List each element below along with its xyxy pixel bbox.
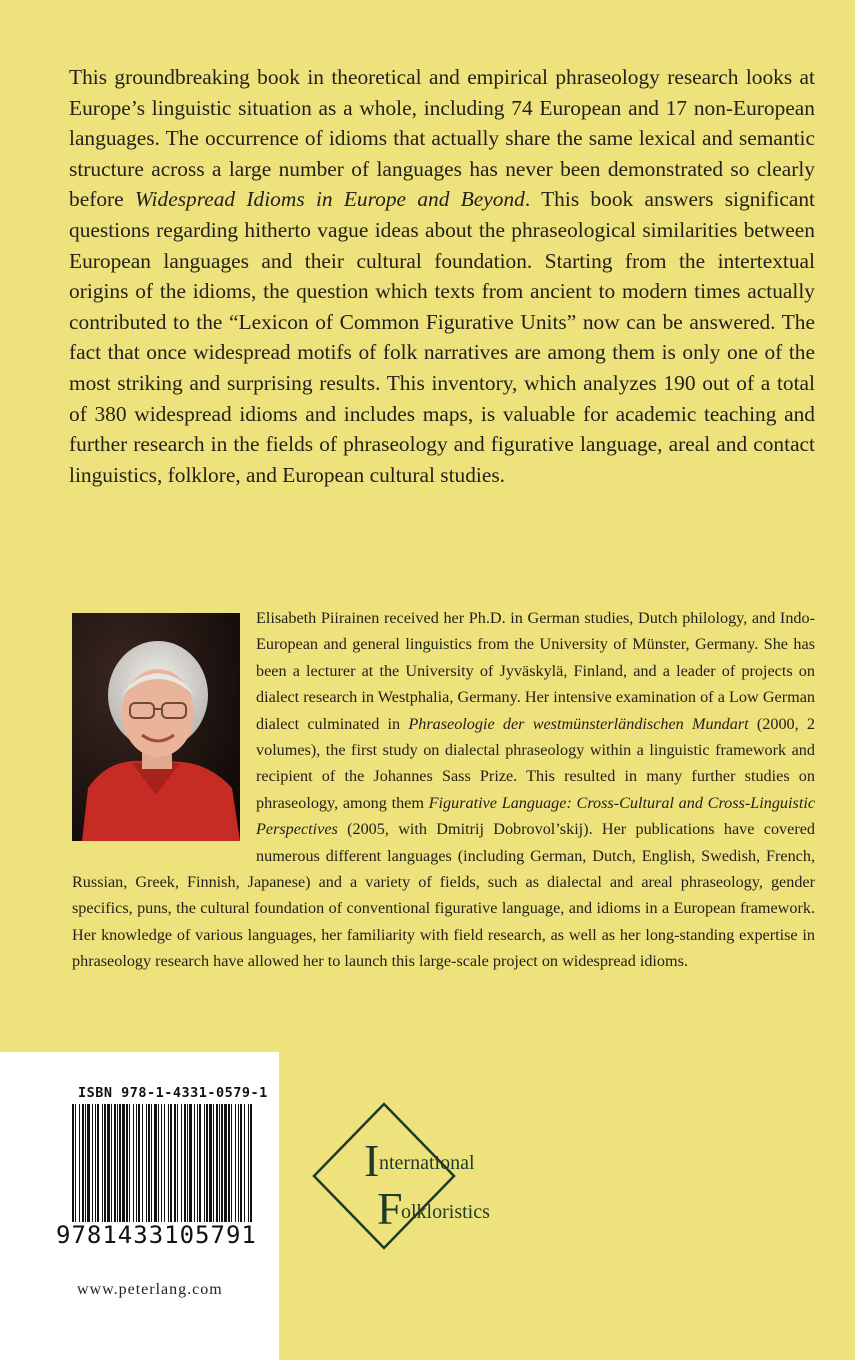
barcode-bar	[164, 1104, 165, 1222]
barcode-bar	[250, 1104, 252, 1222]
barcode-number: 9781433105791	[56, 1221, 257, 1249]
barcode-bar	[102, 1104, 103, 1222]
barcode-bar	[148, 1104, 150, 1222]
barcode-bar	[122, 1104, 125, 1222]
barcode-bar	[206, 1104, 208, 1222]
author-bio-text-3: (2005, with Dmitrij Dobrovol’skij). Her publications have covered numerous different languages (including German, Dutch, English, Swedish, French, Russian, Greek, Finnish, Japanese) and a variety of fields, such as dialectal and areal phraseology, gender specifics, puns, the cultural foundation of conventional figurative language, and idioms in a European framework. Her knowledge of various languages, her familiarity with field research, as well as her long-standing expertise in phraseology research have allowed her to launch this large-scale project on widespread idioms.	[72, 820, 815, 971]
barcode-bar	[221, 1104, 223, 1222]
barcode-bar	[197, 1104, 198, 1222]
barcode-bar	[199, 1104, 201, 1222]
barcode-bar	[170, 1104, 172, 1222]
barcode-bar	[85, 1104, 86, 1222]
barcode-bar	[248, 1104, 249, 1222]
author-book-title-1: Phraseologie der westmünsterländischen Mundart	[408, 714, 749, 733]
barcode-bar	[174, 1104, 176, 1222]
barcode-bar	[75, 1104, 76, 1222]
barcode-bar	[151, 1104, 152, 1222]
barcode-bar	[97, 1104, 99, 1222]
logo-initial-f: F	[377, 1183, 403, 1234]
author-photo	[72, 613, 240, 841]
barcode-bar	[189, 1104, 192, 1222]
barcode-bar	[79, 1104, 80, 1222]
barcode-bar	[138, 1104, 140, 1222]
barcode-bar	[111, 1104, 112, 1222]
barcode-bar	[82, 1104, 84, 1222]
barcode-bar	[177, 1104, 178, 1222]
author-bio-text-2: (2000, 2 volumes), the first study on dialectal phraseology within a linguistic framework and recipient of the Johannes Sass Prize. This resulted in many further studies on phraseology, among them	[256, 714, 816, 812]
barcode-bar	[146, 1104, 147, 1222]
barcode-bar	[72, 1104, 74, 1222]
barcode-bar	[168, 1104, 169, 1222]
barcode-bar	[219, 1104, 220, 1222]
barcode	[72, 1104, 254, 1224]
series-logo	[312, 1102, 502, 1252]
book-title-italic: Widespread Idioms in Europe and Beyond	[134, 187, 525, 212]
barcode-bar	[244, 1104, 245, 1222]
barcode-bar	[231, 1104, 232, 1222]
barcode-bar	[181, 1104, 182, 1222]
barcode-bar	[238, 1104, 239, 1222]
barcode-bar	[184, 1104, 186, 1222]
barcode-bar	[92, 1104, 93, 1222]
barcode-bar	[107, 1104, 110, 1222]
author-bio-text-1: Elisabeth Piirainen received her Ph.D. in German studies, Dutch philology, and Indo-European and general linguistics from the University of Münster, Germany. She has been a lecturer at the University of Jyväskylä, Finland, and a leader of projects on dialect research in Westphalia, Germany. Her intensive examination of a Low German dialect culminated in	[256, 609, 815, 733]
description-text-2: . This book answers significant questions regarding hitherto vague ideas about the phraseological similarities between European languages and their cultural foundation. Starting from the intertextual origins of the idioms, the question which texts from ancient to modern times actually contributed to the “Lexicon of Common Figurative Units” now can be answered. The fact that once widespread motifs of folk narratives are among them is only one of the most striking and surprising results. This inventory, which analyzes 190 out of a total of 380 widespread idioms and includes maps, is valuable for academic teaching and further research in the fields of phraseology and figurative language, areal and contact linguistics, folklore, and European cultural studies.	[69, 187, 815, 487]
barcode-bar	[235, 1104, 236, 1222]
isbn-label: ISBN 978-1-4331-0579-1	[78, 1085, 268, 1101]
barcode-bar	[114, 1104, 116, 1222]
book-description	[69, 62, 815, 490]
barcode-bar	[194, 1104, 195, 1222]
barcode-bar	[161, 1104, 162, 1222]
barcode-bar	[224, 1104, 227, 1222]
logo-initial-i: I	[364, 1135, 380, 1186]
barcode-bar	[119, 1104, 121, 1222]
barcode-bar	[126, 1104, 128, 1222]
barcode-bar	[213, 1104, 214, 1222]
barcode-bar	[95, 1104, 96, 1222]
barcode-bar	[136, 1104, 137, 1222]
barcode-bar	[187, 1104, 188, 1222]
logo-word-international: nternational	[379, 1152, 475, 1174]
barcode-bar	[158, 1104, 159, 1222]
logo-word-folkloristics: olkloristics	[401, 1201, 490, 1223]
barcode-bar	[142, 1104, 143, 1222]
barcode-bar	[104, 1104, 106, 1222]
description-text-1: This groundbreaking book in theoretical and empirical phraseology research looks at Europe’s linguistic situation as a whole, including 74 European and 17 non-European languages. The occurrence of idioms that actually share the same lexical and semantic structure across a large number of languages has never been demonstrated so clearly before	[69, 65, 815, 212]
author-book-title-2: Figurative Language: Cross-Cultural and Cross-Linguistic Perspectives	[256, 793, 815, 839]
barcode-bar	[117, 1104, 118, 1222]
barcode-bar	[240, 1104, 242, 1222]
barcode-bar	[228, 1104, 230, 1222]
author-bio-section	[72, 605, 815, 975]
barcode-bar	[133, 1104, 134, 1222]
barcode-bar	[154, 1104, 157, 1222]
barcode-bar	[87, 1104, 90, 1222]
barcode-bar	[204, 1104, 205, 1222]
publisher-website: www.peterlang.com	[77, 1281, 223, 1298]
barcode-bar	[209, 1104, 212, 1222]
barcode-bar	[216, 1104, 218, 1222]
barcode-bar	[129, 1104, 130, 1222]
